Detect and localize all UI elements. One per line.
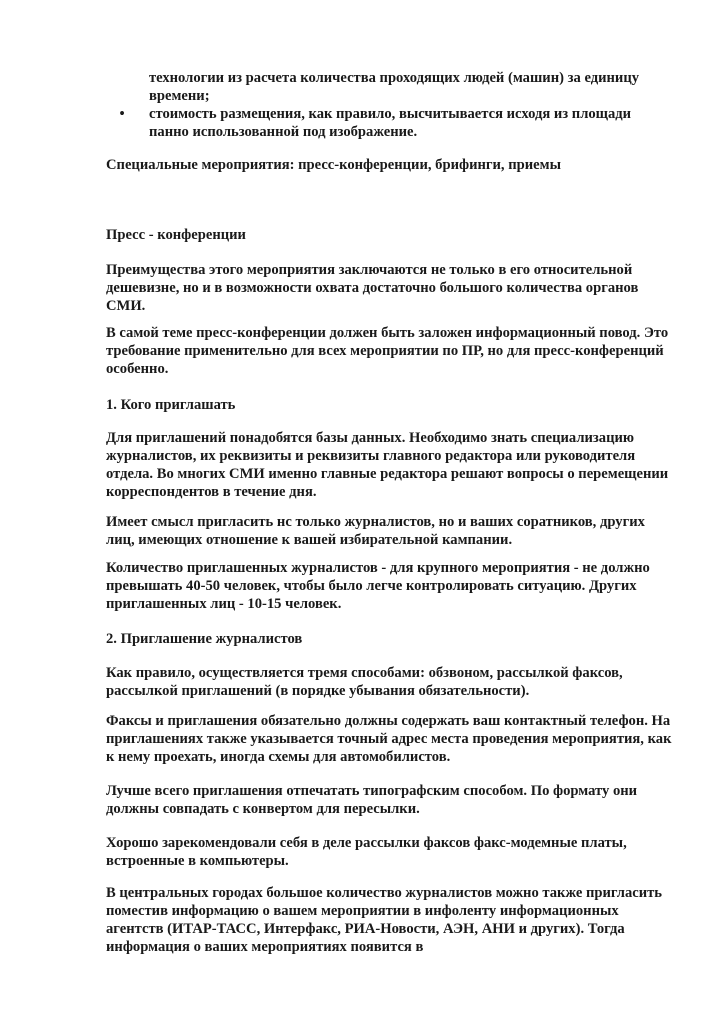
- text-line: поместив информацию о вашем мероприятии в инфоленту информационных: [106, 903, 619, 919]
- paragraph-info-occasion: [106, 324, 706, 378]
- text-line: Хорошо зарекомендовали себя в деле рассылки факсов факс-модемные платы,: [106, 835, 627, 851]
- text-line: В самой теме пресс-конференции должен быть заложен информационный повод. Это: [106, 325, 669, 341]
- paragraph-count: [106, 559, 706, 613]
- text-line: отдела. Во многих СМИ именно главные редактора решают вопросы о перемещении: [106, 466, 669, 482]
- text-line: журналистов, их реквизиты и реквизиты главного редактора или руководителя: [106, 448, 636, 464]
- text-line: СМИ.: [106, 298, 146, 314]
- text-line: лиц, имеющих отношение к вашей избирательной кампании.: [106, 532, 513, 548]
- text-line: Лучше всего приглашения отпечатать типографским способом. По формату они: [106, 783, 638, 799]
- text-line: технологии из расчета количества проходящих людей (машин) за единицу: [149, 70, 640, 86]
- text-line: Специальные мероприятия: пресс-конференции, брифинги, приемы: [106, 157, 561, 173]
- bullet-icon: •: [119, 106, 125, 122]
- text-line: Для приглашений понадобятся базы данных. Необходимо знать специализацию: [106, 430, 635, 446]
- text-line: превышать 40-50 человек, чтобы было легче контролировать ситуацию. Других: [106, 578, 637, 594]
- section-heading-press-conferences: [106, 226, 706, 244]
- text-line: стоимость размещения, как правило, высчитывается исходя из площади: [149, 106, 632, 122]
- text-line: В центральных городах большое количество журналистов можно также пригласить: [106, 885, 663, 901]
- text-line: времени;: [149, 88, 210, 104]
- subheading-inviting-journalists: [106, 630, 706, 648]
- text-line: приглашениях также указывается точный адрес места проведения мероприятия, как: [106, 731, 672, 747]
- text-line: Преимущества этого мероприятия заключаются не только в его относительной: [106, 262, 633, 278]
- text-line: агентств (ИТАР-ТАСС, Интерфакс, РИА-Новости, АЭН, АНИ и других). Тогда: [106, 921, 625, 937]
- text-line: Количество приглашенных журналистов - для крупного мероприятия - не должно: [106, 560, 650, 576]
- text-line: корреспондентов в течение дня.: [106, 484, 317, 500]
- text-line: 2. Приглашение журналистов: [106, 631, 303, 647]
- paragraph-typography: [106, 782, 706, 818]
- text-line: требование применительно для всех мероприятии по ПР, но для пресс-конференций: [106, 343, 664, 359]
- paragraph-three-ways: [106, 664, 706, 700]
- list-item: [149, 105, 709, 141]
- text-line: Пресс - конференции: [106, 227, 246, 243]
- text-line: 1. Кого приглашать: [106, 397, 236, 413]
- text-line: особенно.: [106, 361, 169, 377]
- subheading-who-to-invite: [106, 396, 706, 414]
- text-line: приглашенных лиц - 10-15 человек.: [106, 596, 342, 612]
- text-line: должны совпадать с конвертом для пересылки.: [106, 801, 420, 817]
- paragraph-fax-modems: [106, 834, 706, 870]
- list-continuation: [149, 69, 709, 105]
- text-line: информация о ваших мероприятиях появится в: [106, 939, 424, 955]
- text-line: Как правило, осуществляется тремя способами: обзвоном, рассылкой факсов,: [106, 665, 623, 681]
- text-line: Имеет смысл пригласить нс только журналистов, но и ваших соратников, других: [106, 514, 645, 530]
- paragraph-faxes-contact: [106, 712, 706, 766]
- text-line: рассылкой приглашений (в порядке убывания обязательности).: [106, 683, 530, 699]
- text-line: встроенные в компьютеры.: [106, 853, 289, 869]
- text-line: Факсы и приглашения обязательно должны содержать ваш контактный телефон. На: [106, 713, 671, 729]
- paragraph-special-events: [106, 156, 706, 174]
- paragraph-advantages: [106, 261, 706, 315]
- paragraph-central-cities: [106, 884, 706, 956]
- paragraph-databases: [106, 429, 706, 501]
- text-line: к нему проехать, иногда схемы для автомобилистов.: [106, 749, 451, 765]
- paragraph-allies: [106, 513, 706, 549]
- text-line: дешевизне, но и в возможности охвата достаточно большого количества органов: [106, 280, 639, 296]
- text-line: панно использованной под изображение.: [149, 124, 418, 140]
